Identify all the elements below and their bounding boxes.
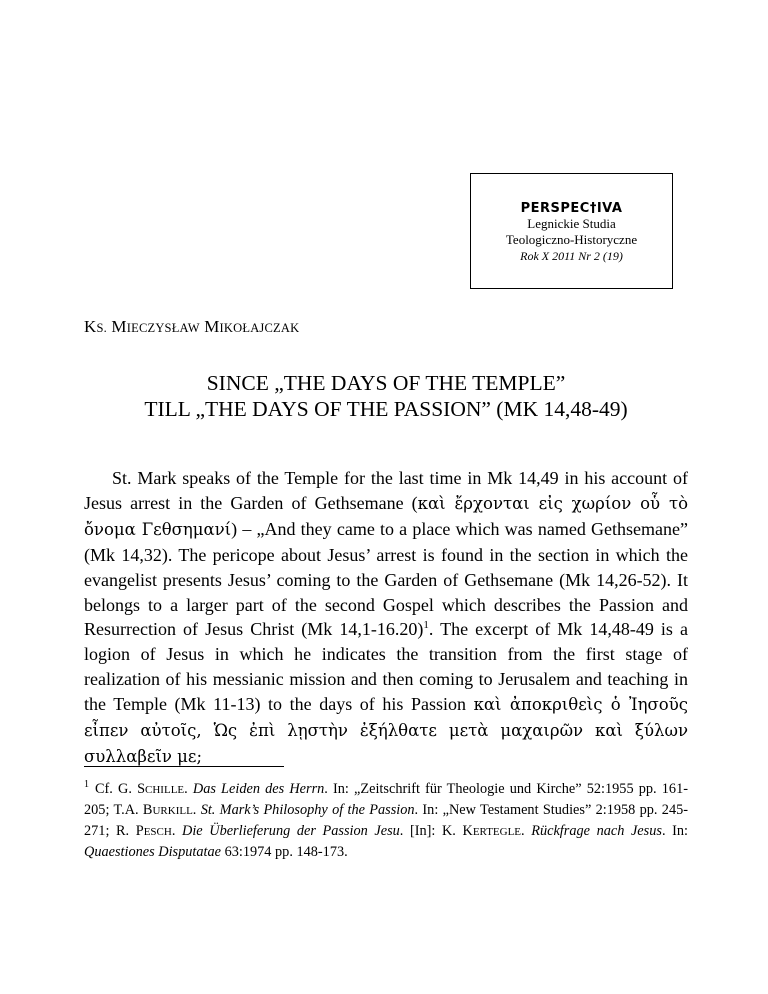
cited-work: Das Leiden des Herrn: [192, 781, 325, 797]
body-paragraph: St. Mark speaks of the Temple for the last time in Mk 14,49 in his account of Jesus arrest in the Garden of Gethsemane (καὶ ἔρχονται εἰς χωρίον οὗ τὸ ὄνομα Γεθσημανί) – „And they came to a place which was named Gethsemane” (Mk 14,32). The pericope about Jesus’ arrest is found in the section in which the evangelist presents Jesus’ coming to the Garden of Gethsemane (Mk 14,26-52). It belongs to a larger part of the second Gospel which describes the Passion and Resurrection of Jesus Christ (Mk 14,1-16.20)$^1$. The excerpt of Mk 14,48-49 is a logion of Jesus in which he indicates the transition from the first stage of realization of his messianic mission and then coming to Jerusalem and teaching in the Temple (Mk 11-13) to the days of his Passion καὶ ἀποκριθεὶς ὁ Ἰησοῦς εἶπεν αὐτοῖς, Ὡς ἐπὶ λῃστὴν ἐξήλθατε μετὰ μαχαιρῶν καὶ ξύλων συλλαβεῖν με;: [84, 468, 689, 766]
footnote-divider: [84, 766, 284, 767]
article-title-line-1: SINCE „THE DAYS OF THE TEMPLE”: [206, 371, 566, 395]
article-title-line-2: TILL „THE DAYS OF THE PASSION” (MK 14,48-49): [144, 397, 628, 421]
journal-box: [470, 173, 673, 289]
cited-work: Rückfrage nach Jesus: [531, 823, 662, 839]
cited-series: Quaestiones Disputatae: [84, 844, 222, 860]
cited-work: St. Mark’s Philosophy of the Passion: [200, 802, 415, 818]
greek-quote-2: καὶ ἀποκριθεὶς ὁ Ἰησοῦς εἶπεν αὐτοῖς, Ὡς ἐπὶ λῃστὴν ἐξήλθατε μετὰ μαχαιρῶν καὶ ξύλων συλλαβεῖν με;: [84, 695, 688, 766]
greek-quote: καὶ ἔρχονται εἰς χωρίον οὗ τὸ ὄνομα Γεθσημανί: [84, 493, 689, 539]
author-name: KS. MIECZYSŁAW MIKOŁAJCZAK: [84, 317, 300, 336]
footnote-number: 1: [84, 779, 89, 791]
cited-work: Die Überlieferung der Passion Jesu: [182, 823, 400, 839]
journal-subtitle-2: Teologiczno-Historyczne: [505, 232, 638, 247]
journal-logo: PERSPEC†IVA: [520, 201, 623, 216]
footnote-reference: 1: [423, 619, 429, 632]
footnote: $^1$ Cf. G. SCHILLE. Das Leiden des Herrn. In: „Zeitschrift für Theologie und Kirche” 52:1955 pp. 161-205; T.A. BURKILL. St. Mark’s Philosophy of the Passion. In: „New Testament Studies” 2:1958 pp. 245-271; R. PESCH. Die Überlieferung der Passion Jesu. [In]: K. KERTEGLE. Rückfrage nach Jesus. In: Quaestiones Disputatae 63:1974 pp. 148-173.: [84, 779, 688, 860]
journal-issue: Rok X 2011 Nr 2 (19): [520, 249, 623, 263]
journal-subtitle: Legnickie Studia: [527, 216, 616, 231]
